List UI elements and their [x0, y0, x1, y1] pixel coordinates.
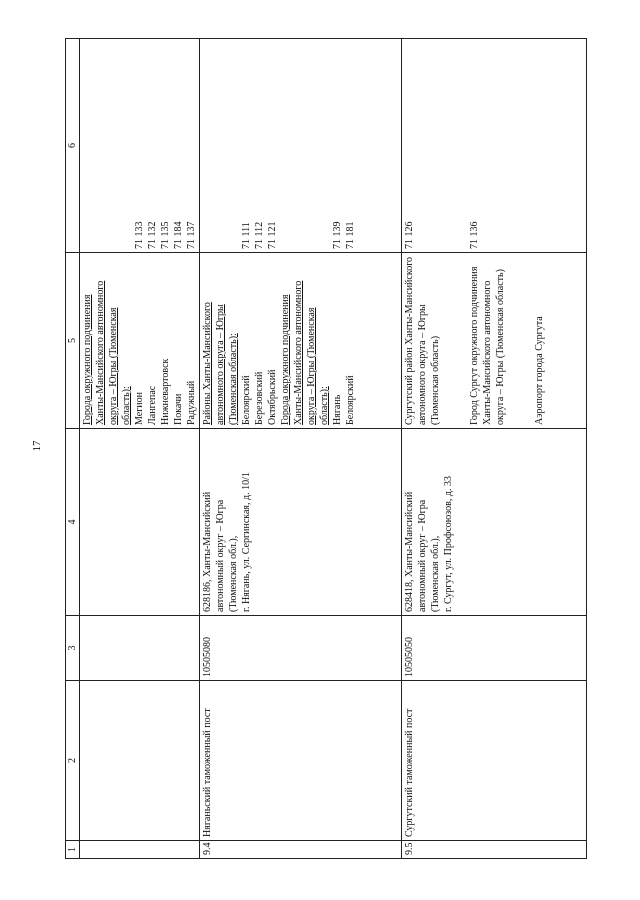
group-title-line: Города окружного подчинения: [280, 294, 291, 425]
address-line: (Тюменская обл.),: [228, 535, 239, 612]
post-address: [200, 429, 402, 616]
col-header-4: 4: [66, 429, 80, 616]
post-okato-codes: [401, 39, 586, 253]
city-code: 71 133: [134, 221, 145, 249]
address-line: 628418, Ханты-Мансийский: [403, 491, 415, 612]
city-code: 71 132: [147, 221, 158, 249]
territory-entry: Аэропорт города Сургута: [533, 316, 545, 425]
post-code: 10505080: [200, 616, 402, 681]
post-address: [401, 429, 586, 616]
col-header-2: 2: [66, 681, 80, 841]
territory-code: 71 139: [332, 221, 343, 249]
territory-code: 71 112: [254, 221, 265, 249]
territory-code: 71 111: [241, 222, 252, 249]
group-title-line: Районы Ханты-Мансийского: [202, 302, 213, 425]
territory-code: 71 121: [267, 221, 278, 249]
table-row: [401, 39, 586, 859]
city-name: Покачи: [173, 393, 184, 425]
group-title-line: Ханты-Мансийского автономного: [293, 280, 304, 425]
address-line: 628186, Ханты-Мансийский: [202, 491, 213, 612]
cont-name: [80, 681, 200, 841]
city-code: 71 137: [186, 221, 197, 249]
group-title-line: автономного округа – Югры: [215, 304, 226, 425]
header-row: [66, 39, 80, 859]
cont-title-line: округа – Югры (Тюменская: [108, 307, 119, 425]
city-name: Мегион: [134, 391, 145, 425]
territory-name: Белоярский: [345, 375, 356, 425]
rotated-table-wrapper: [65, 39, 587, 859]
address-line: (Тюменская обл.),: [429, 535, 441, 612]
territory-name: Октябрьский: [267, 369, 278, 425]
territory-entry: Сургутский район Ханты-Мансийского автономного округа – Югры (Тюменская область): [403, 256, 441, 425]
territory-code: 71 126: [403, 221, 415, 249]
city-code: 71 135: [160, 221, 171, 249]
territory-name: Нягань: [332, 394, 343, 425]
col-header-6: 6: [66, 39, 80, 253]
territory-code: 71 136: [468, 221, 480, 249]
city-code: 71 184: [173, 221, 184, 249]
city-name: Нижневартовск: [160, 358, 171, 425]
post-code: 10505050: [401, 616, 586, 681]
territory-code: 71 181: [345, 221, 356, 249]
city-name: Радужный: [186, 380, 197, 425]
cont-title-line: область):: [121, 386, 132, 425]
post-name: Сургутский таможенный пост: [401, 681, 586, 841]
address-line: г. Нягань, ул. Сергинская, д. 10/1: [241, 472, 252, 612]
address-line: автономный округ – Югра: [215, 499, 226, 612]
cont-code: [80, 616, 200, 681]
cont-territory: [80, 253, 200, 429]
customs-table: [65, 38, 587, 859]
post-okato-codes: [200, 39, 402, 253]
table-row: [200, 39, 402, 859]
cont-codes: [80, 39, 200, 253]
col-header-1: 1: [66, 841, 80, 859]
post-territory: [401, 253, 586, 429]
col-header-3: 3: [66, 616, 80, 681]
page-number: 17: [31, 440, 43, 452]
group-title-line: округа – Югры (Тюменская: [306, 307, 317, 425]
cont-title-line: Города окружного подчинения: [82, 294, 93, 425]
cont-num: [80, 841, 200, 859]
col-header-5: 5: [66, 253, 80, 429]
territory-name: Березовский: [254, 371, 265, 425]
territory-name: Белоярский: [241, 375, 252, 425]
post-territory: [200, 253, 402, 429]
cont-title-line: Ханты-Мансийского автономного: [95, 280, 106, 425]
group-title-line: область):: [319, 386, 330, 425]
post-name: Няганьский таможенный пост: [200, 681, 402, 841]
cont-address: [80, 429, 200, 616]
row-number: 9.5: [401, 841, 586, 859]
territory-entry: Город Сургут окружного подчинения Ханты-Мансийского автономного округа – Югры (Тюменская область): [468, 266, 506, 425]
address-line: автономный округ – Югра: [416, 499, 428, 612]
continuation-row: [80, 39, 200, 859]
group-title-line: (Тюменская область):: [228, 333, 239, 425]
city-name: Лангепас: [147, 385, 158, 425]
row-number: 9.4: [200, 841, 402, 859]
address-line: г. Сургут, ул. Профсоюзов, д. 33: [442, 476, 454, 612]
